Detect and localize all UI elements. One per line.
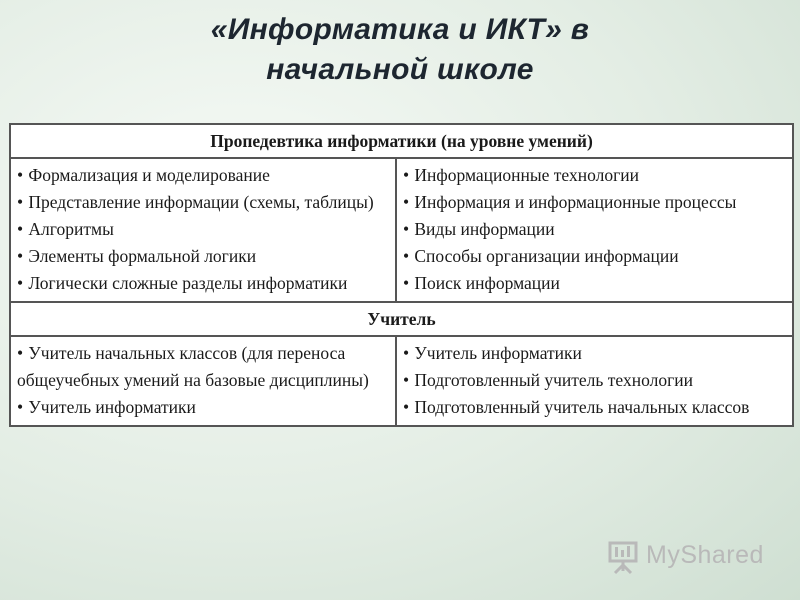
bullet-icon: • (403, 192, 410, 212)
bullet-icon: • (17, 165, 24, 185)
right-cell (396, 336, 793, 426)
bullet-list (403, 162, 783, 297)
list-item: • Способы организации информации (403, 243, 783, 270)
watermark-logo (606, 537, 776, 575)
section-header-row (10, 302, 793, 336)
list-item: • Учитель начальных классов (для переноса общеучебных умений на базовые дисциплины) (17, 340, 386, 394)
section-content-row (10, 336, 793, 426)
section-content-row (10, 158, 793, 302)
bullet-icon: • (403, 165, 410, 185)
list-item: • Информация и информационные процессы (403, 189, 783, 216)
bullet-icon: • (17, 397, 24, 417)
list-item: • Подготовленный учитель начальных классов (403, 394, 783, 421)
bullet-icon: • (17, 192, 24, 212)
list-item: • Подготовленный учитель технологии (403, 367, 783, 394)
bullet-icon: • (403, 397, 410, 417)
bullet-icon: • (403, 246, 410, 266)
slide-title (0, 10, 800, 90)
bullet-icon: • (17, 246, 24, 266)
watermark-text: MyShared (646, 541, 764, 569)
presentation-board-icon (606, 537, 642, 575)
bullet-icon: • (403, 273, 410, 293)
title-line-2: начальной школе (266, 53, 534, 86)
list-item: • Виды информации (403, 216, 783, 243)
bullet-list (17, 340, 386, 421)
bullet-icon: • (403, 219, 410, 239)
right-cell (396, 158, 793, 302)
bullet-list (403, 340, 783, 421)
content-table (9, 123, 794, 427)
list-item: • Представление информации (схемы, таблицы) (17, 189, 386, 216)
section-header-propaedeutics: Пропедевтика информатики (на уровне умений) (10, 124, 793, 158)
list-item: • Формализация и моделирование (17, 162, 386, 189)
list-item: • Элементы формальной логики (17, 243, 386, 270)
list-item: • Учитель информатики (17, 394, 386, 421)
section-header-teacher: Учитель (10, 302, 793, 336)
list-item: • Поиск информации (403, 270, 783, 297)
title-line-1: «Информатика и ИКТ» в (210, 13, 590, 46)
list-item: • Учитель информатики (403, 340, 783, 367)
bullet-icon: • (17, 219, 24, 239)
left-cell (10, 158, 396, 302)
bullet-list (17, 162, 386, 297)
section-header-row (10, 124, 793, 158)
list-item: • Информационные технологии (403, 162, 783, 189)
left-cell (10, 336, 396, 426)
bullet-icon: • (17, 343, 24, 363)
bullet-icon: • (403, 370, 410, 390)
list-item: • Алгоритмы (17, 216, 386, 243)
list-item: • Логически сложные разделы информатики (17, 270, 386, 297)
bullet-icon: • (17, 273, 24, 293)
bullet-icon: • (403, 343, 410, 363)
